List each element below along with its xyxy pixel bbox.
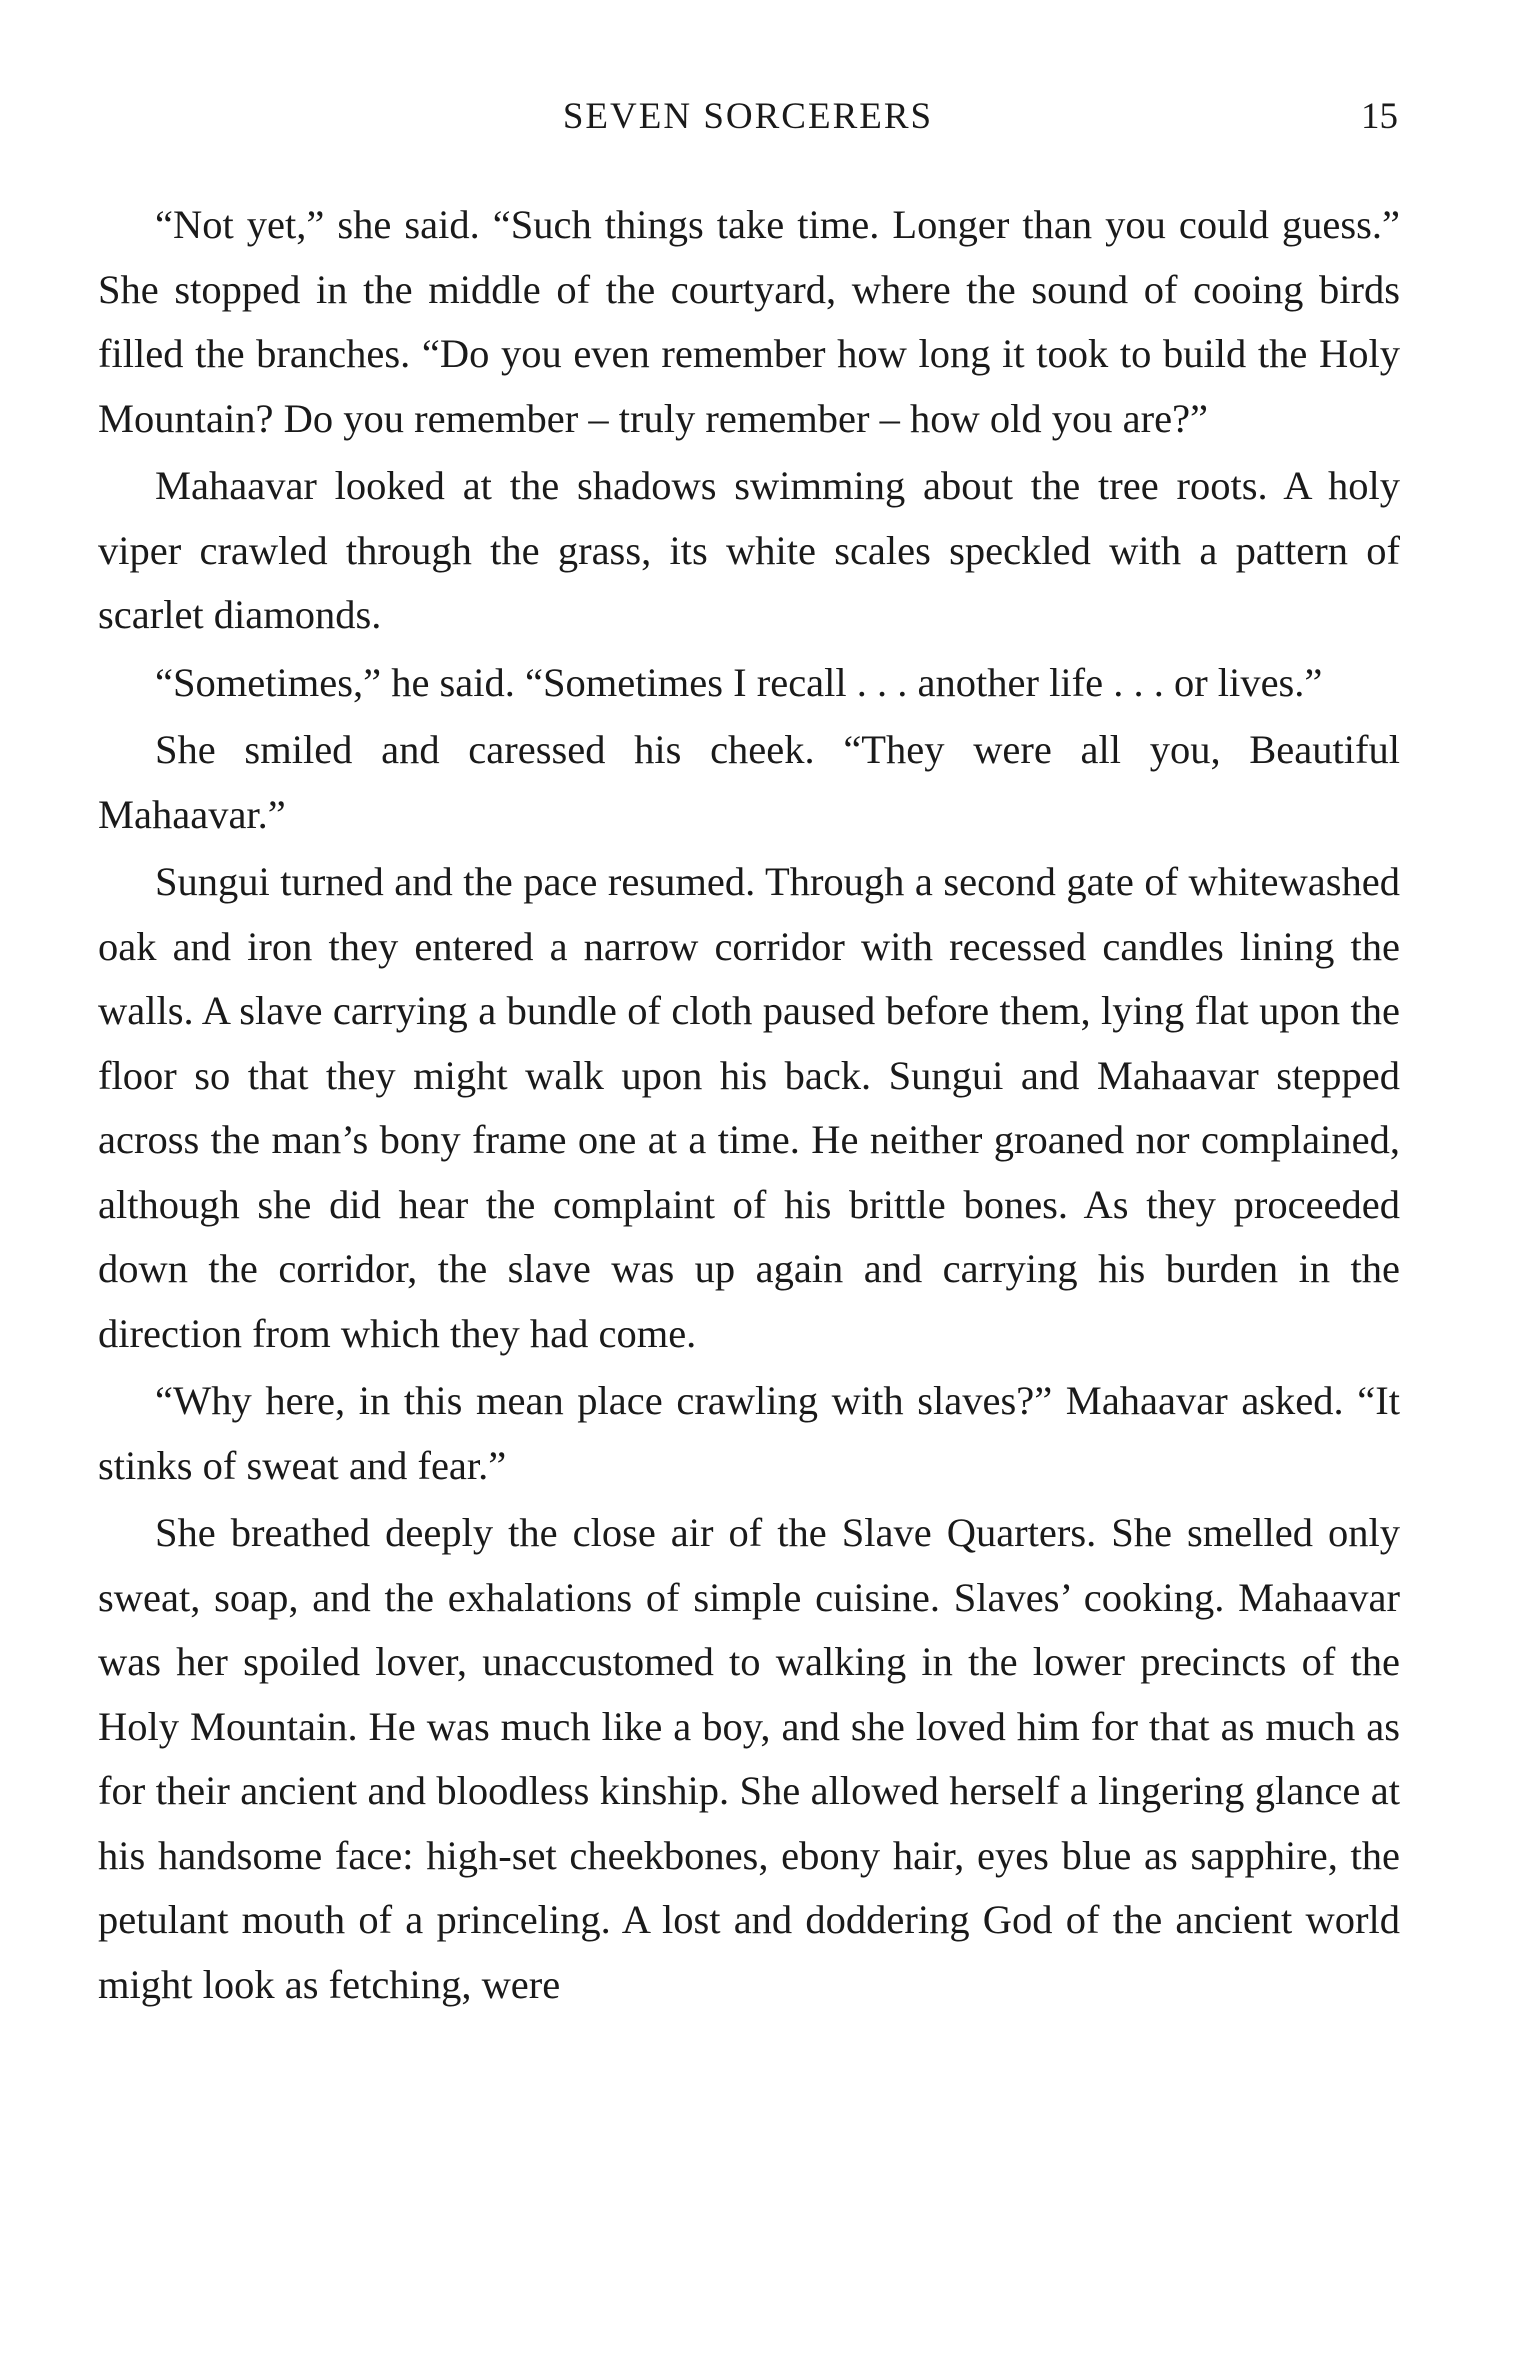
paragraph: Sungui turned and the pace resumed. Through a second gate of whitewashed oak and iron they entered a narrow corridor with recessed candles lining the walls. A slave carrying a bundle of cloth paused before them, lying flat upon the floor so that they might walk upon his back. Sungui and Mahaavar stepped across the man’s bony frame one at a time. He neither groaned nor complained, although she did hear the complaint of his brittle bones. As they proceeded down the corridor, the slave was up again and carrying his burden in the direction from which they had come.	[98, 859, 1400, 1356]
paragraph: “Why here, in this mean place crawling with slaves?” Mahaavar asked. “It stinks of sweat and fear.”	[98, 1378, 1400, 1488]
page-number: 15	[1361, 96, 1398, 137]
running-title: SEVEN SORCERERS	[562, 96, 934, 137]
paragraph: “Not yet,” she said. “Such things take time. Longer than you could guess.” She stopped in the middle of the courtyard, where the sound of cooing birds filled the branches. “Do you even remember how long it took to build the Holy Mountain? Do you remember – truly remember – how old you are?”	[98, 202, 1400, 441]
paragraph: She breathed deeply the close air of the Slave Quarters. She smelled only sweat, soap, and the exhalations of simple cuisine. Slaves’ cooking. Mahaavar was her spoiled lover, unaccustomed to walking in the lower precincts of the Holy Mountain. He was much like a boy, and she loved him for that as much as for their ancient and bloodless kinship. She allowed herself a lingering glance at his handsome face: high-set cheekbones, ebony hair, eyes blue as sapphire, the petulant mouth of a princeling. A lost and doddering God of the ancient world might look as fetching, were	[98, 1510, 1400, 2007]
running-head	[98, 92, 1398, 142]
paragraph: Mahaavar looked at the shadows swimming about the tree roots. A holy viper crawled through the grass, its white scales speckled with a pattern of scarlet diamonds.	[98, 463, 1400, 637]
body-text	[98, 193, 1400, 2017]
paragraph: She smiled and caressed his cheek. “They were all you, Beautiful Mahaavar.”	[98, 727, 1400, 837]
paragraph: “Sometimes,” he said. “Sometimes I recall . . . another life . . . or lives.”	[155, 659, 1323, 705]
